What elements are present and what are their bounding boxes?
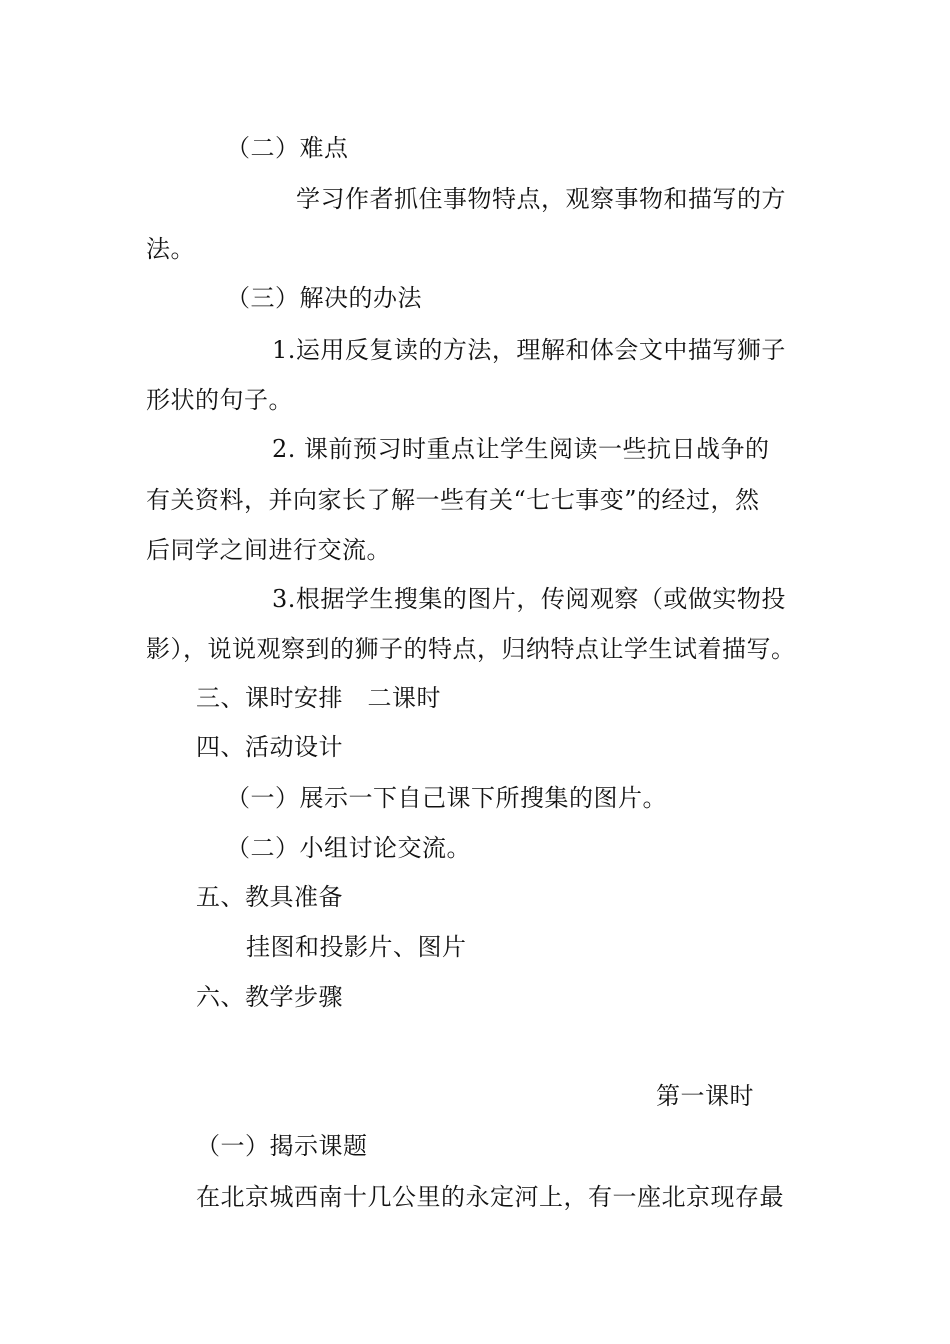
materials-text: 挂图和投影片、图片 [246, 933, 467, 961]
section-heading-materials: 五、教具准备 [196, 883, 343, 911]
subheading-topic: （一）揭示课题 [196, 1132, 368, 1160]
paragraph-line: 后同学之间进行交流。 [146, 536, 391, 564]
heading-difficulty: （二）难点 [226, 134, 349, 162]
heading-solution: （三）解决的办法 [226, 284, 422, 312]
paragraph-line: 影），说说观察到的狮子的特点，归纳特点让学生试着描写。 [146, 635, 796, 663]
paragraph-line: 在北京城西南十几公里的永定河上，有一座北京现存最 [196, 1183, 784, 1211]
paragraph-line: 有关资料，并向家长了解一些有关“七七事变”的经过，然 [146, 486, 760, 514]
lesson-heading: 第一课时 [656, 1082, 754, 1110]
list-item-1: 1.运用反复读的方法，理解和体会文中描写狮子 [272, 336, 786, 364]
activity-item: （一）展示一下自己课下所搜集的图片。 [226, 784, 667, 812]
paragraph-line: 形状的句子。 [146, 386, 293, 414]
paragraph-line: 学习作者抓住事物特点，观察事物和描写的方 [296, 185, 786, 213]
list-item-3: 3.根据学生搜集的图片，传阅观察（或做实物投 [272, 585, 786, 613]
activity-item: （二）小组讨论交流。 [226, 834, 471, 862]
section-heading-schedule: 三、课时安排 二课时 [196, 684, 441, 712]
section-heading-activity: 四、活动设计 [196, 733, 343, 761]
paragraph-line: 法。 [146, 235, 195, 263]
section-heading-steps: 六、教学步骤 [196, 983, 343, 1011]
list-item-2: 2. 课前预习时重点让学生阅读一些抗日战争的 [272, 435, 770, 463]
